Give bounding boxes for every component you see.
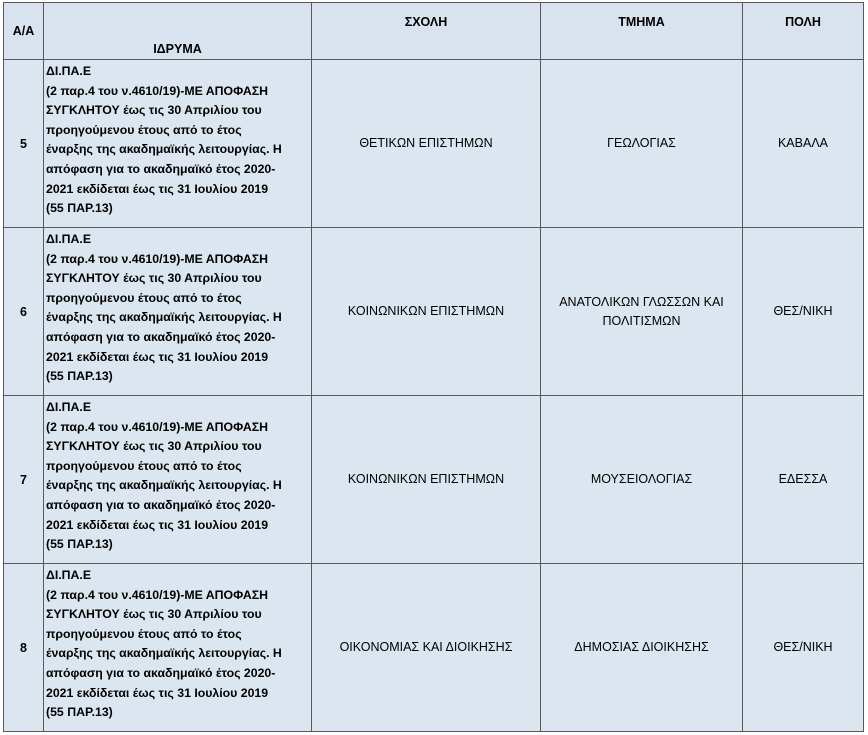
row-number: 6 xyxy=(4,228,44,396)
row-number: 7 xyxy=(4,396,44,564)
institution-cell: ΔΙ.ΠΑ.Ε (2 παρ.4 του ν.4610/19)-ΜΕ ΑΠΟΦΑΣΗ ΣΥΓΚΛΗΤΟΥ έως τις 30 Απριλίου του προηγούμενου έτους από το έτος έναρξης της ακαδημαϊκής λειτουργίας. Η απόφαση για το ακαδημαϊκό έτος 2020- 2021 εκδίδεται έως τις 31 Ιουλίου 2019 (55 ΠΑΡ.13) xyxy=(44,396,312,564)
row-number: 8 xyxy=(4,564,44,732)
institution-cell: ΔΙ.ΠΑ.Ε (2 παρ.4 του ν.4610/19)-ΜΕ ΑΠΟΦΑΣΗ ΣΥΓΚΛΗΤΟΥ έως τις 30 Απριλίου του προηγούμενου έτους από το έτος έναρξης της ακαδημαϊκής λειτουργίας. Η απόφαση για το ακαδημαϊκό έτος 2020- 2021 εκδίδεται έως τις 31 Ιουλίου 2019 (55 ΠΑΡ.13) xyxy=(44,228,312,396)
school-cell: ΘΕΤΙΚΩΝ ΕΠΙΣΤΗΜΩΝ xyxy=(312,60,541,228)
city-cell: ΚΑΒΑΛΑ xyxy=(743,60,864,228)
school-cell: ΚΟΙΝΩΝΙΚΩΝ ΕΠΙΣΤΗΜΩΝ xyxy=(312,228,541,396)
row-number: 5 xyxy=(4,60,44,228)
department-cell: ΓΕΩΛΟΓΙΑΣ xyxy=(541,60,743,228)
city-cell: ΕΔΕΣΣΑ xyxy=(743,396,864,564)
school-cell: ΟΙΚΟΝΟΜΙΑΣ ΚΑΙ ΔΙΟΙΚΗΣΗΣ xyxy=(312,564,541,732)
institution-cell: ΔΙ.ΠΑ.Ε (2 παρ.4 του ν.4610/19)-ΜΕ ΑΠΟΦΑΣΗ ΣΥΓΚΛΗΤΟΥ έως τις 30 Απριλίου του προηγούμενου έτους από το έτος έναρξης της ακαδημαϊκής λειτουργίας. Η απόφαση για το ακαδημαϊκό έτος 2020- 2021 εκδίδεται έως τις 31 Ιουλίου 2019 (55 ΠΑΡ.13) xyxy=(44,60,312,228)
department-cell: ΔΗΜΟΣΙΑΣ ΔΙΟΙΚΗΣΗΣ xyxy=(541,564,743,732)
school-cell: ΚΟΙΝΩΝΙΚΩΝ ΕΠΙΣΤΗΜΩΝ xyxy=(312,396,541,564)
column-header-tmima: ΤΜΗΜΑ xyxy=(541,3,743,60)
city-cell: ΘΕΣ/ΝΙΚΗ xyxy=(743,228,864,396)
departments-table xyxy=(3,2,864,732)
column-header-poli: ΠΟΛΗ xyxy=(743,3,864,60)
column-header-idryma: ΙΔΡΥΜΑ xyxy=(44,3,312,60)
column-header-aa: Α/Α xyxy=(4,3,44,60)
table-header-row xyxy=(4,3,864,60)
institution-cell: ΔΙ.ΠΑ.Ε (2 παρ.4 του ν.4610/19)-ΜΕ ΑΠΟΦΑΣΗ ΣΥΓΚΛΗΤΟΥ έως τις 30 Απριλίου του προηγούμενου έτους από το έτος έναρξης της ακαδημαϊκής λειτουργίας. Η απόφαση για το ακαδημαϊκό έτος 2020- 2021 εκδίδεται έως τις 31 Ιουλίου 2019 (55 ΠΑΡ.13) xyxy=(44,564,312,732)
city-cell: ΘΕΣ/ΝΙΚΗ xyxy=(743,564,864,732)
department-cell: ΑΝΑΤΟΛΙΚΩΝ ΓΛΩΣΣΩΝ ΚΑΙ ΠΟΛΙΤΙΣΜΩΝ xyxy=(541,228,743,396)
table-row xyxy=(4,396,864,564)
column-header-sxoli: ΣΧΟΛΗ xyxy=(312,3,541,60)
department-cell: ΜΟΥΣΕΙΟΛΟΓΙΑΣ xyxy=(541,396,743,564)
table-row xyxy=(4,60,864,228)
table-row xyxy=(4,564,864,732)
table-row xyxy=(4,228,864,396)
